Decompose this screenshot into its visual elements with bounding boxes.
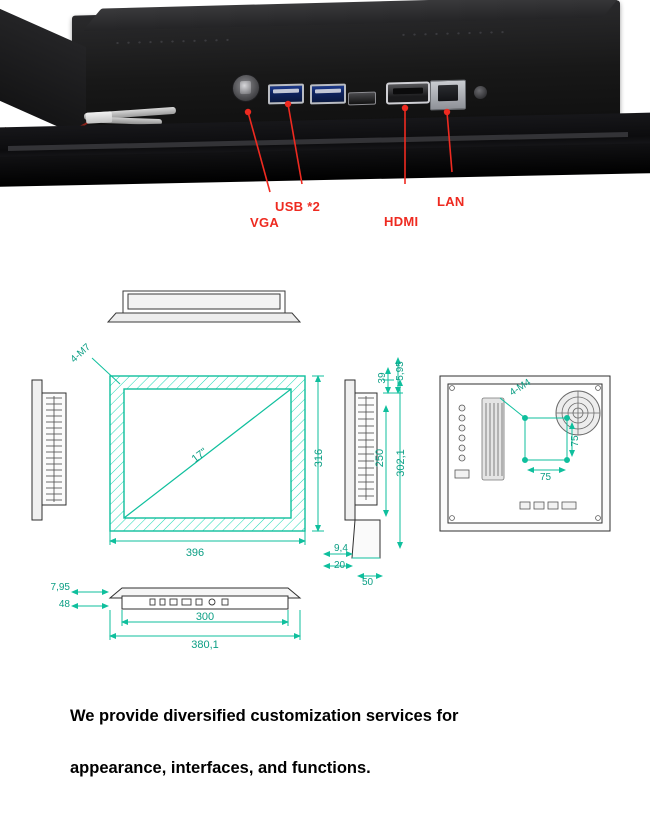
dim-side-body-depth: 39 (377, 372, 388, 384)
dim-side-bezel: 5,95 (395, 361, 406, 381)
dimension-drawing-panel (0, 258, 650, 678)
view-side-right (345, 380, 380, 558)
dimension-drawing-svg (0, 258, 650, 678)
dim-front-height: 316 (313, 448, 325, 468)
product-photo-panel (0, 0, 650, 240)
view-front (69, 342, 305, 531)
dim-bottom-inner-width: 300 (195, 611, 215, 623)
caption-line-1: We provide diversified customization services for (70, 707, 459, 725)
dim-vesa-horizontal: 75 (540, 472, 552, 483)
dim-step: 20 (334, 560, 346, 571)
dim-base: 50 (362, 577, 374, 588)
caption-line-2: appearance, interfaces, and functions. (70, 759, 371, 777)
callout-label-lan: LAN (437, 194, 465, 209)
dim-flange: 9,4 (334, 543, 348, 554)
dim-total-depth: 302,1 (395, 449, 407, 477)
view-bottom (110, 588, 300, 609)
callout-label-vga: VGA (250, 215, 280, 230)
label-screen-size: 17" (189, 446, 210, 466)
caption-block (0, 690, 650, 794)
dim-bottom-thickness: 7,95 (50, 582, 70, 593)
dim-front-width: 396 (185, 547, 205, 559)
callout-label-hdmi: HDMI (384, 214, 419, 229)
callout-leader-lines (0, 0, 650, 240)
dim-vesa-vertical: 75 (570, 435, 581, 447)
dim-bottom-edge: 48 (58, 599, 70, 610)
label-mount-front: 4-М7 (68, 341, 93, 366)
view-top-profile (108, 291, 300, 322)
dim-bottom-outer-width: 380,1 (191, 639, 219, 651)
dim-inner-height: 250 (374, 448, 386, 468)
callout-label-usb: USB *2 (275, 199, 321, 214)
view-side-left (32, 380, 66, 520)
label-mount-rear: 4-M4 (507, 377, 533, 399)
